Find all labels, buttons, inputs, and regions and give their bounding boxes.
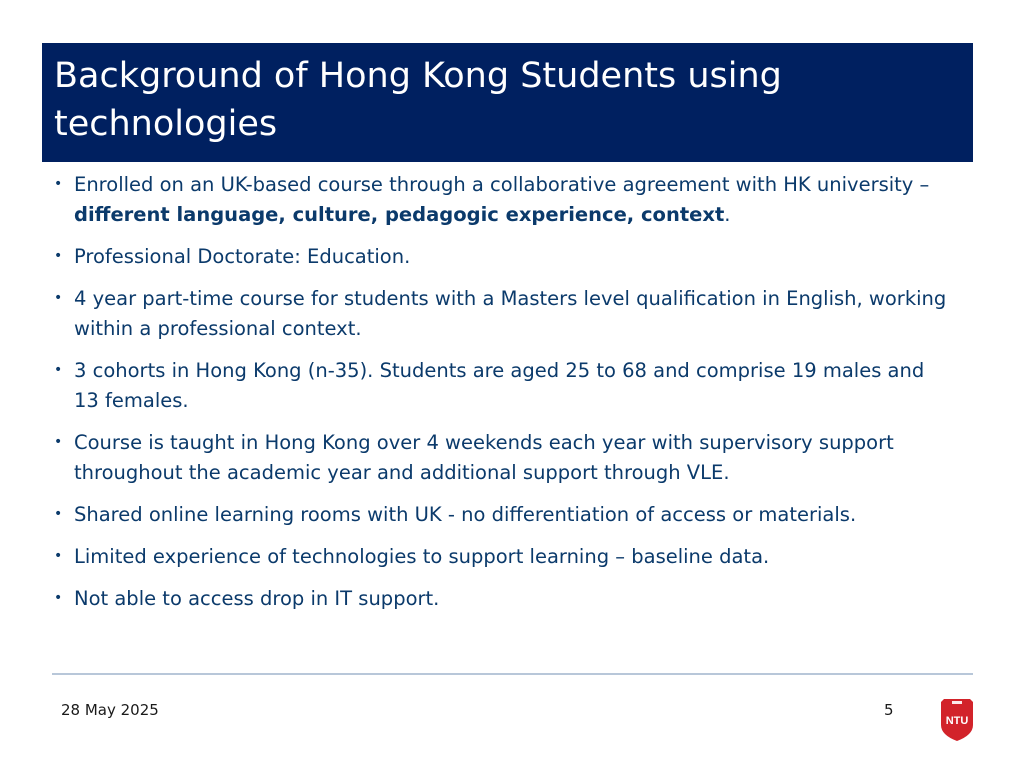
slide-title: Background of Hong Kong Students using technologies (54, 56, 782, 144)
bullet-item (52, 242, 952, 272)
bullet-text: Not able to access drop in IT support. (74, 587, 440, 610)
bullet-icon: • (54, 506, 63, 522)
bullet-item (52, 356, 952, 416)
bullet-icon: • (54, 362, 63, 378)
bullet-text: 4 year part-time course for students with a Masters level qualification in English, working within a professional context. (74, 287, 947, 340)
bullet-icon: • (54, 548, 63, 564)
bullet-item (52, 500, 952, 530)
bullet-icon: • (54, 434, 63, 450)
footer-divider (52, 673, 973, 675)
bullet-text: 3 cohorts in Hong Kong (n-35). Students are aged 25 to 68 and comprise 19 males and 13 females. (74, 359, 925, 412)
bullet-icon: • (54, 248, 63, 264)
bullet-list (52, 170, 952, 626)
bullet-text: Shared online learning rooms with UK - no differentiation of access or materials. (74, 503, 857, 526)
bullet-item (52, 428, 952, 488)
logo-text: NTU (945, 715, 969, 727)
bullet-icon: • (54, 590, 63, 606)
bullet-text: Professional Doctorate: Education. (74, 245, 411, 268)
bullet-text: Course is taught in Hong Kong over 4 weekends each year with supervisory support throughout the academic year and additional support through VLE. (74, 431, 894, 484)
ntu-logo-icon (938, 697, 976, 742)
bullet-item (52, 170, 952, 230)
bullet-text: Limited experience of technologies to support learning – baseline data. (74, 545, 770, 568)
bullet-item (52, 542, 952, 572)
title-bar (42, 43, 973, 162)
bullet-suffix: . (724, 203, 731, 226)
bullet-text: Enrolled on an UK-based course through a collaborative agreement with HK university – (74, 173, 930, 196)
bullet-item (52, 284, 952, 344)
bullet-icon: • (54, 290, 63, 306)
bullet-item (52, 584, 952, 614)
bullet-bold-text: different language, culture, pedagogic experience, context (74, 203, 725, 226)
bullet-icon: • (54, 176, 63, 192)
page-number: 5 (884, 701, 894, 719)
footer-date: 28 May 2025 (61, 701, 159, 719)
